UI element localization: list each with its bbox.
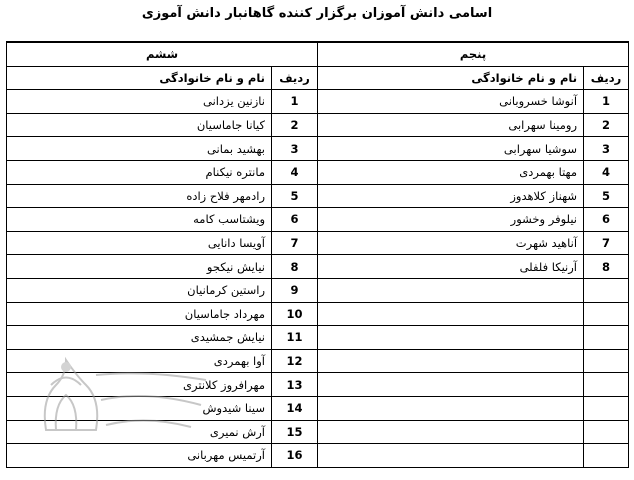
student-row-number: 5 <box>584 184 629 208</box>
student-row-number: 2 <box>272 113 318 137</box>
student-name: رادمهر فلاح زاده <box>7 184 272 208</box>
student-row-number: 2 <box>584 113 629 137</box>
table-row <box>7 208 629 232</box>
table-row <box>7 444 629 468</box>
student-row-number: 10 <box>272 302 318 326</box>
table-row <box>7 396 629 420</box>
table-row <box>7 255 629 279</box>
student-row-number: 4 <box>272 160 318 184</box>
student-name: رومینا سهرابی <box>318 113 584 137</box>
student-name: آرنیکا فلفلی <box>318 255 584 279</box>
student-name <box>318 326 584 350</box>
student-name <box>318 278 584 302</box>
student-row-number <box>584 420 629 444</box>
grade-five-header: پنجم <box>318 42 629 66</box>
student-name <box>318 420 584 444</box>
table-row <box>7 184 629 208</box>
student-name: سوشیا سهرابی <box>318 137 584 161</box>
student-row-number: 14 <box>272 396 318 420</box>
student-row-number <box>584 278 629 302</box>
grade-six-row-header: ردیف <box>272 66 318 90</box>
student-row-number: 6 <box>584 208 629 232</box>
student-row-number <box>584 302 629 326</box>
student-name: آوا بهمردی <box>7 349 272 373</box>
student-name: مهتا بهمردی <box>318 160 584 184</box>
table-row <box>7 278 629 302</box>
student-row-number: 6 <box>272 208 318 232</box>
table-row <box>7 349 629 373</box>
student-name <box>318 373 584 397</box>
student-row-number <box>584 349 629 373</box>
student-row-number: 1 <box>272 90 318 114</box>
student-name <box>318 444 584 468</box>
student-name: نیلوفر وخشور <box>318 208 584 232</box>
table-row <box>7 231 629 255</box>
student-row-number <box>584 396 629 420</box>
student-row-number: 8 <box>272 255 318 279</box>
student-name: سینا شیدوش <box>7 396 272 420</box>
page-title: اسامی دانش آموزان برگزار کننده گاهانبار دانش آموزی <box>141 6 493 21</box>
student-row-number: 12 <box>272 349 318 373</box>
student-row-number: 7 <box>272 231 318 255</box>
table-row <box>7 302 629 326</box>
student-row-number: 4 <box>584 160 629 184</box>
student-row-number: 16 <box>272 444 318 468</box>
student-name <box>318 302 584 326</box>
student-name: مانتره نیکنام <box>7 160 272 184</box>
student-row-number <box>584 326 629 350</box>
student-name: نیایش نیکجو <box>7 255 272 279</box>
grade-five-row-header: ردیف <box>584 66 629 90</box>
grade-header-row <box>7 42 629 66</box>
grade-five-name-header: نام و نام خانوادگی <box>318 66 584 90</box>
student-name: آناهید شهرت <box>318 231 584 255</box>
student-row-number <box>584 444 629 468</box>
table-row <box>7 420 629 444</box>
student-name: نازنین یزدانی <box>7 90 272 114</box>
student-name: آنوشا خسروبانی <box>318 90 584 114</box>
student-row-number <box>584 373 629 397</box>
student-row-number: 13 <box>272 373 318 397</box>
student-row-number: 8 <box>584 255 629 279</box>
student-name <box>318 349 584 373</box>
student-name: آرش نمیری <box>7 420 272 444</box>
student-name: کیانا جاماسیان <box>7 113 272 137</box>
student-row-number: 3 <box>584 137 629 161</box>
student-name: شهناز کلاهدوز <box>318 184 584 208</box>
grade-six-header: ششم <box>7 42 318 66</box>
table-row <box>7 373 629 397</box>
table-row <box>7 326 629 350</box>
student-name: مهرداد جاماسیان <box>7 302 272 326</box>
table-row <box>7 113 629 137</box>
student-row-number: 5 <box>272 184 318 208</box>
student-name: آرتمیس مهربانی <box>7 444 272 468</box>
student-name: مهرافروز کلانتری <box>7 373 272 397</box>
table-row <box>7 137 629 161</box>
student-name: ویشتاسب کامه <box>7 208 272 232</box>
student-name: آویسا دانایی <box>7 231 272 255</box>
student-row-number: 7 <box>584 231 629 255</box>
student-row-number: 9 <box>272 278 318 302</box>
table-row <box>7 90 629 114</box>
student-row-number: 3 <box>272 137 318 161</box>
student-name: بهشید بمانی <box>7 137 272 161</box>
grade-six-name-header: نام و نام خانوادگی <box>7 66 272 90</box>
student-name <box>318 396 584 420</box>
student-row-number: 15 <box>272 420 318 444</box>
student-name: نیایش جمشیدی <box>7 326 272 350</box>
student-row-number: 11 <box>272 326 318 350</box>
students-table-body <box>7 42 629 467</box>
student-row-number: 1 <box>584 90 629 114</box>
students-table <box>6 41 629 468</box>
column-header-row <box>7 66 629 90</box>
table-row <box>7 160 629 184</box>
student-name: راستین کرمانیان <box>7 278 272 302</box>
